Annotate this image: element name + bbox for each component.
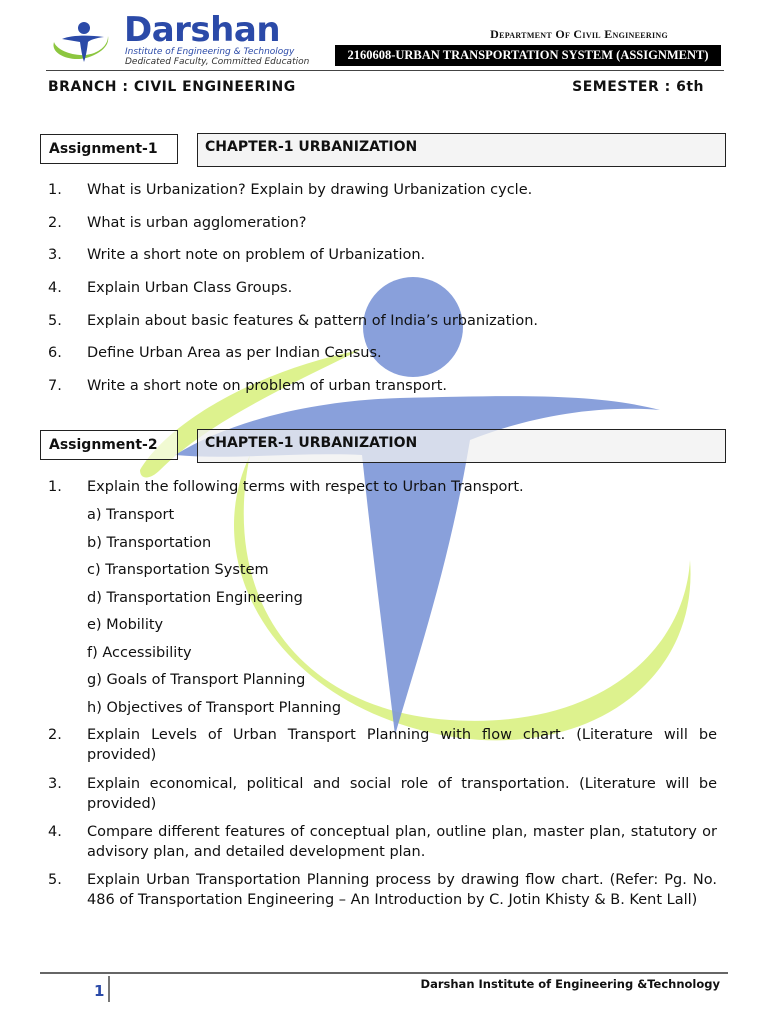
sub-item: a) Transport bbox=[87, 507, 175, 523]
branch-label: BRANCH : CIVIL ENGINEERING bbox=[48, 79, 296, 95]
item-text: What is urban agglomeration? bbox=[87, 215, 307, 231]
item-text: Explain the following terms with respect to Urban Transport. bbox=[87, 479, 524, 495]
branch-semester-row bbox=[48, 79, 712, 95]
item-text: Explain Levels of Urban Transport Planning with flow chart. (Literature will be provided) bbox=[87, 727, 717, 763]
list-item bbox=[48, 376, 728, 396]
semester-label: SEMESTER : 6th bbox=[572, 79, 704, 95]
item-text: Explain Urban Class Groups. bbox=[87, 280, 293, 296]
item-number: 1. bbox=[48, 182, 62, 198]
item-text: Define Urban Area as per Indian Census. bbox=[87, 345, 382, 361]
list-item bbox=[48, 180, 728, 200]
list-item bbox=[48, 311, 728, 331]
item-text: Write a short note on problem of urban transport. bbox=[87, 378, 448, 394]
item-number: 1. bbox=[48, 479, 62, 495]
item-number: 7. bbox=[48, 378, 62, 394]
list-item bbox=[48, 822, 728, 862]
list-item bbox=[48, 477, 728, 497]
item-text: Write a short note on problem of Urbanization. bbox=[87, 247, 426, 263]
list-item bbox=[48, 278, 728, 298]
item-number: 2. bbox=[48, 727, 62, 743]
item-number: 3. bbox=[48, 776, 62, 792]
list-item bbox=[48, 870, 728, 930]
logo-tagline-1: Institute of Engineering & Technology bbox=[125, 47, 295, 57]
list-item bbox=[48, 213, 728, 233]
item-number: 4. bbox=[48, 280, 62, 296]
assignment-1-label: Assignment-1 bbox=[40, 134, 178, 164]
item-number: 2. bbox=[48, 215, 62, 231]
footer-institute: Darshan Institute of Engineering &Technology bbox=[420, 977, 720, 991]
sub-item: h) Objectives of Transport Planning bbox=[87, 700, 342, 716]
sub-item: b) Transportation bbox=[87, 535, 212, 551]
item-number: 3. bbox=[48, 247, 62, 263]
item-text: Explain Urban Transportation Planning process by drawing flow chart. (Refer: Pg. No. 486 of Transportation Engineering – An Introduction by C. Jotin Khisty & B. Kent Lall) bbox=[87, 872, 717, 908]
assignment-1-chapter: CHAPTER-1 URBANIZATION bbox=[197, 133, 726, 167]
sub-item: g) Goals of Transport Planning bbox=[87, 672, 306, 688]
sub-item: e) Mobility bbox=[87, 617, 164, 633]
sub-item: d) Transportation Engineering bbox=[87, 590, 303, 606]
list-item bbox=[48, 245, 728, 265]
item-number: 5. bbox=[48, 872, 62, 888]
sub-item: c) Transportation System bbox=[87, 562, 269, 578]
item-number: 6. bbox=[48, 345, 62, 361]
logo-name: Darshan bbox=[124, 10, 281, 50]
subject-title-bar: 2160608-URBAN TRANSPORTATION SYSTEM (ASSIGNMENT) bbox=[335, 45, 721, 66]
item-text: Explain economical, political and social role of transportation. (Literature will be provided) bbox=[87, 776, 717, 812]
header-rule bbox=[46, 70, 724, 71]
list-item bbox=[48, 725, 728, 765]
item-text: Explain about basic features & pattern of India’s urbanization. bbox=[87, 313, 538, 329]
list-item bbox=[48, 343, 728, 363]
sub-item: f) Accessibility bbox=[87, 645, 192, 661]
darshan-logo bbox=[48, 10, 310, 70]
list-item bbox=[48, 774, 728, 814]
item-text: Compare different features of conceptual plan, outline plan, master plan, statutory or advisory plan, and detailed development plan. bbox=[87, 824, 717, 860]
item-number: 4. bbox=[48, 824, 62, 840]
logo-emblem-icon bbox=[48, 20, 118, 62]
page-number: 1 bbox=[94, 982, 105, 1000]
footer-rule bbox=[40, 972, 728, 974]
department-name: Department Of Civil Engineering bbox=[490, 27, 668, 41]
logo-tagline-2: Dedicated Faculty, Committed Education bbox=[125, 57, 310, 67]
item-text: What is Urbanization? Explain by drawing Urbanization cycle. bbox=[87, 182, 533, 198]
assignment-2-chapter: CHAPTER-1 URBANIZATION bbox=[197, 429, 726, 463]
item-number: 5. bbox=[48, 313, 62, 329]
page-number-divider bbox=[108, 976, 110, 1002]
assignment-2-label: Assignment-2 bbox=[40, 430, 178, 460]
